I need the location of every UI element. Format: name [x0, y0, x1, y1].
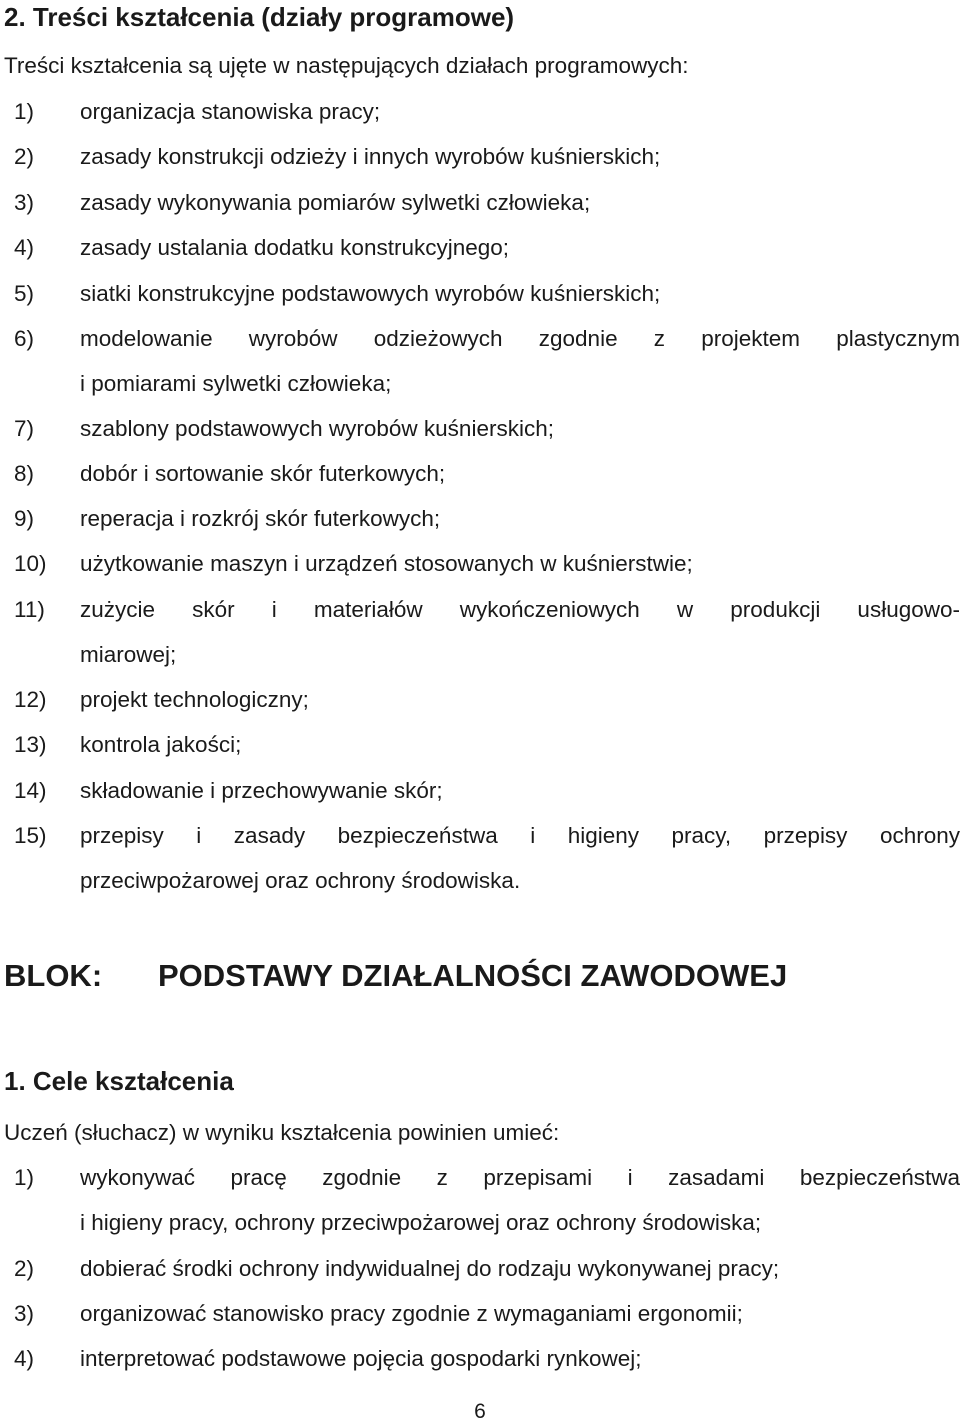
list-item-text: przepisy i zasady bezpieczeństwa i higieny pracy, przepisy ochrony	[80, 823, 960, 848]
list-item-number: 9)	[14, 506, 35, 531]
list-item-text: szablony podstawowych wyrobów kuśnierskich;	[80, 416, 554, 441]
list-item-text: zasady konstrukcji odzieży i innych wyrobów kuśnierskich;	[80, 144, 661, 169]
list-item-number: 4)	[14, 1346, 35, 1371]
list-item-text-continued: miarowej;	[80, 642, 177, 667]
list-item-number: 15)	[14, 823, 47, 848]
block-label: BLOK:	[4, 958, 103, 993]
section-intro-content: Treści kształcenia są ujęte w następujących działach programowych:	[4, 53, 689, 78]
list-item-text: modelowanie wyrobów odzieżowych zgodnie z projektem plastycznym	[80, 326, 960, 351]
block-title: PODSTAWY DZIAŁALNOŚCI ZAWODOWEJ	[158, 958, 788, 993]
page-number: 6	[474, 1400, 486, 1423]
list-item-number: 2)	[14, 1256, 35, 1281]
list-item-text: kontrola jakości;	[80, 732, 242, 757]
list-item-text: dobierać środki ochrony indywidualnej do rodzaju wykonywanej pracy;	[80, 1256, 780, 1281]
list-item-text: projekt technologiczny;	[80, 687, 309, 712]
list-item-text: organizować stanowisko pracy zgodnie z wymaganiami ergonomii;	[80, 1301, 743, 1326]
list-item-number: 3)	[14, 190, 35, 215]
list-item-number: 1)	[14, 99, 35, 124]
list-item-text: interpretować podstawowe pojęcia gospodarki rynkowej;	[80, 1346, 642, 1371]
list-item-number: 14)	[14, 778, 47, 803]
list-item-text: zasady ustalania dodatku konstrukcyjnego;	[80, 235, 510, 260]
list-item-text: użytkowanie maszyn i urządzeń stosowanych w kuśnierstwie;	[80, 551, 693, 576]
section-heading-content: 2. Treści kształcenia (działy programowe)	[4, 2, 515, 32]
list-item-number: 4)	[14, 235, 35, 260]
list-item-number: 3)	[14, 1301, 35, 1326]
list-item-text: zużycie skór i materiałów wykończeniowych w produkcji usługowo-	[80, 597, 960, 622]
list-item-number: 13)	[14, 732, 47, 757]
list-item-text: wykonywać pracę zgodnie z przepisami i zasadami bezpieczeństwa	[80, 1165, 960, 1190]
list-item-text: organizacja stanowiska pracy;	[80, 99, 381, 124]
list-item-text-continued: i pomiarami sylwetki człowieka;	[80, 371, 392, 396]
list-item-text: zasady wykonywania pomiarów sylwetki człowieka;	[80, 190, 591, 215]
list-item-number: 5)	[14, 281, 35, 306]
list-item-number: 1)	[14, 1165, 35, 1190]
list-item-number: 7)	[14, 416, 35, 441]
section-intro-goals: Uczeń (słuchacz) w wyniku kształcenia powinien umieć:	[4, 1120, 560, 1145]
list-item-number: 12)	[14, 687, 47, 712]
section-heading-goals: 1. Cele kształcenia	[4, 1066, 234, 1096]
list-item-number: 6)	[14, 326, 35, 351]
list-item-text-continued: i higieny pracy, ochrony przeciwpożarowej oraz ochrony środowiska;	[80, 1210, 762, 1235]
list-item-number: 2)	[14, 144, 35, 169]
list-item-text: reperacja i rozkrój skór futerkowych;	[80, 506, 441, 531]
list-item-number: 11)	[14, 597, 45, 622]
list-item-text: siatki konstrukcyjne podstawowych wyrobów kuśnierskich;	[80, 281, 661, 306]
list-item-number: 8)	[14, 461, 35, 486]
list-item-number: 10)	[14, 551, 47, 576]
list-item-text: składowanie i przechowywanie skór;	[80, 778, 443, 803]
list-item-text-continued: przeciwpożarowej oraz ochrony środowiska.	[80, 868, 521, 893]
list-item-text: dobór i sortowanie skór futerkowych;	[80, 461, 446, 486]
